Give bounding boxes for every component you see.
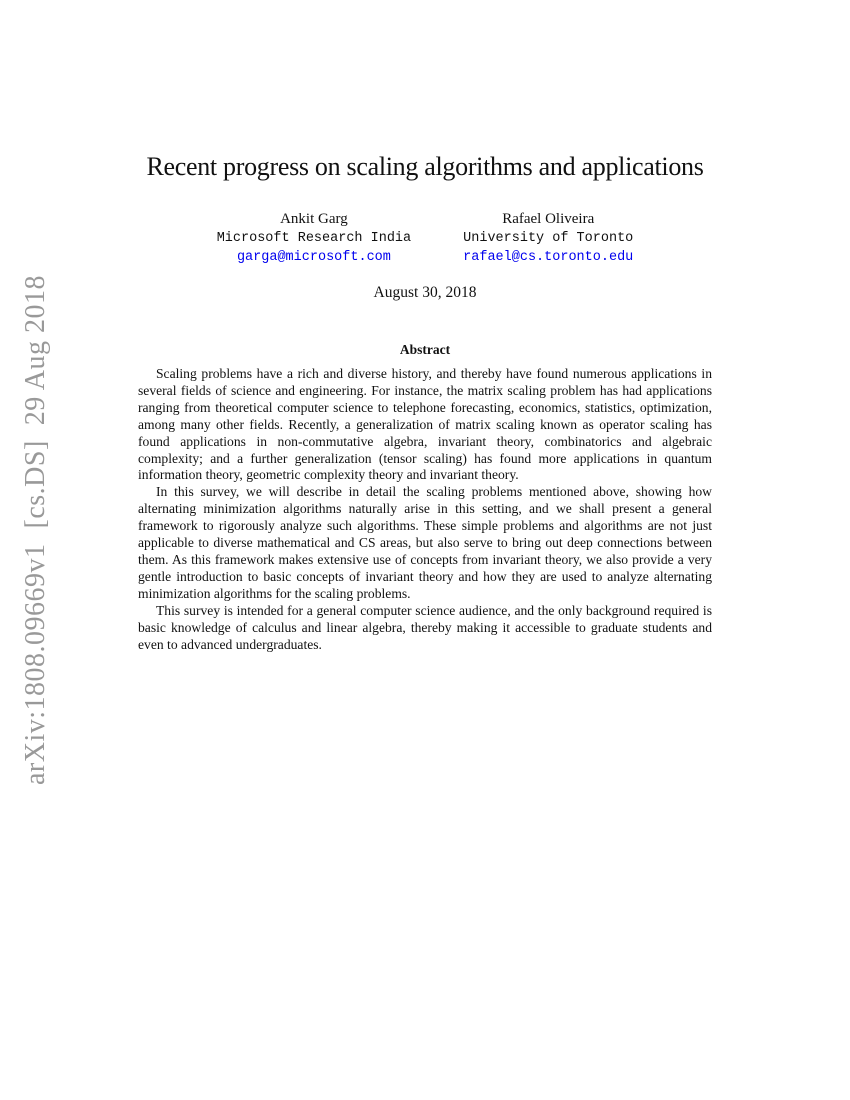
author-1-name: Ankit Garg: [280, 211, 348, 227]
paper-title: Recent progress on scaling algorithms and applications: [146, 152, 704, 181]
author-2-affiliation: University of Toronto: [463, 231, 634, 246]
author-1-email-link[interactable]: garga@microsoft.com: [236, 250, 391, 265]
abstract-paragraph-2: In this survey, we will describe in detail the scaling problems mentioned above, showing how alternating minimization algorithms naturally arise in this setting, and we shall present a general framework to rigorously analyze such algorithms. These simple problems and algorithms are not just applicable to diverse mathematical and CS areas, but also serve to bring out deep connections between them. As this framework makes extensive use of concepts from invariant theory, we also provide a very gentle introduction to basic concepts of invariant theory and how they are used to analyze alternating minimization algorithms for the scaling problems.: [138, 484, 712, 601]
author-1: [217, 210, 411, 267]
abstract-heading: Abstract: [399, 342, 451, 357]
author-1-affiliation: Microsoft Research India: [216, 231, 412, 246]
abstract-body: [138, 366, 712, 653]
paper-date: August 30, 2018: [373, 284, 477, 301]
author-block: [0, 210, 850, 267]
author-2: [463, 210, 633, 267]
author-2-email-link[interactable]: rafael@cs.toronto.edu: [463, 250, 634, 265]
abstract-paragraph-1: Scaling problems have a rich and diverse history, and thereby have found numerous applications in several fields of science and engineering. For instance, the matrix scaling problem has had applications ranging from theoretical computer science to telephone forecasting, economics, statistics, optimization, among many other fields. Recently, a generalization of matrix scaling known as operator scaling has found applications in non-commutative algebra, invariant theory, combinatorics and algebraic complexity; and a further generalization (tensor scaling) has found more applications in quantum information theory, geometric complexity theory and invariant theory.: [138, 366, 712, 483]
arxiv-watermark: arXiv:1808.09669v1 [cs.DS] 29 Aug 2018: [20, 275, 51, 785]
abstract-paragraph-3: This survey is intended for a general computer science audience, and the only background required is basic knowledge of calculus and linear algebra, thereby making it accessible to graduate students and even to advanced undergraduates.: [138, 602, 712, 652]
author-2-name: Rafael Oliveira: [502, 211, 595, 227]
